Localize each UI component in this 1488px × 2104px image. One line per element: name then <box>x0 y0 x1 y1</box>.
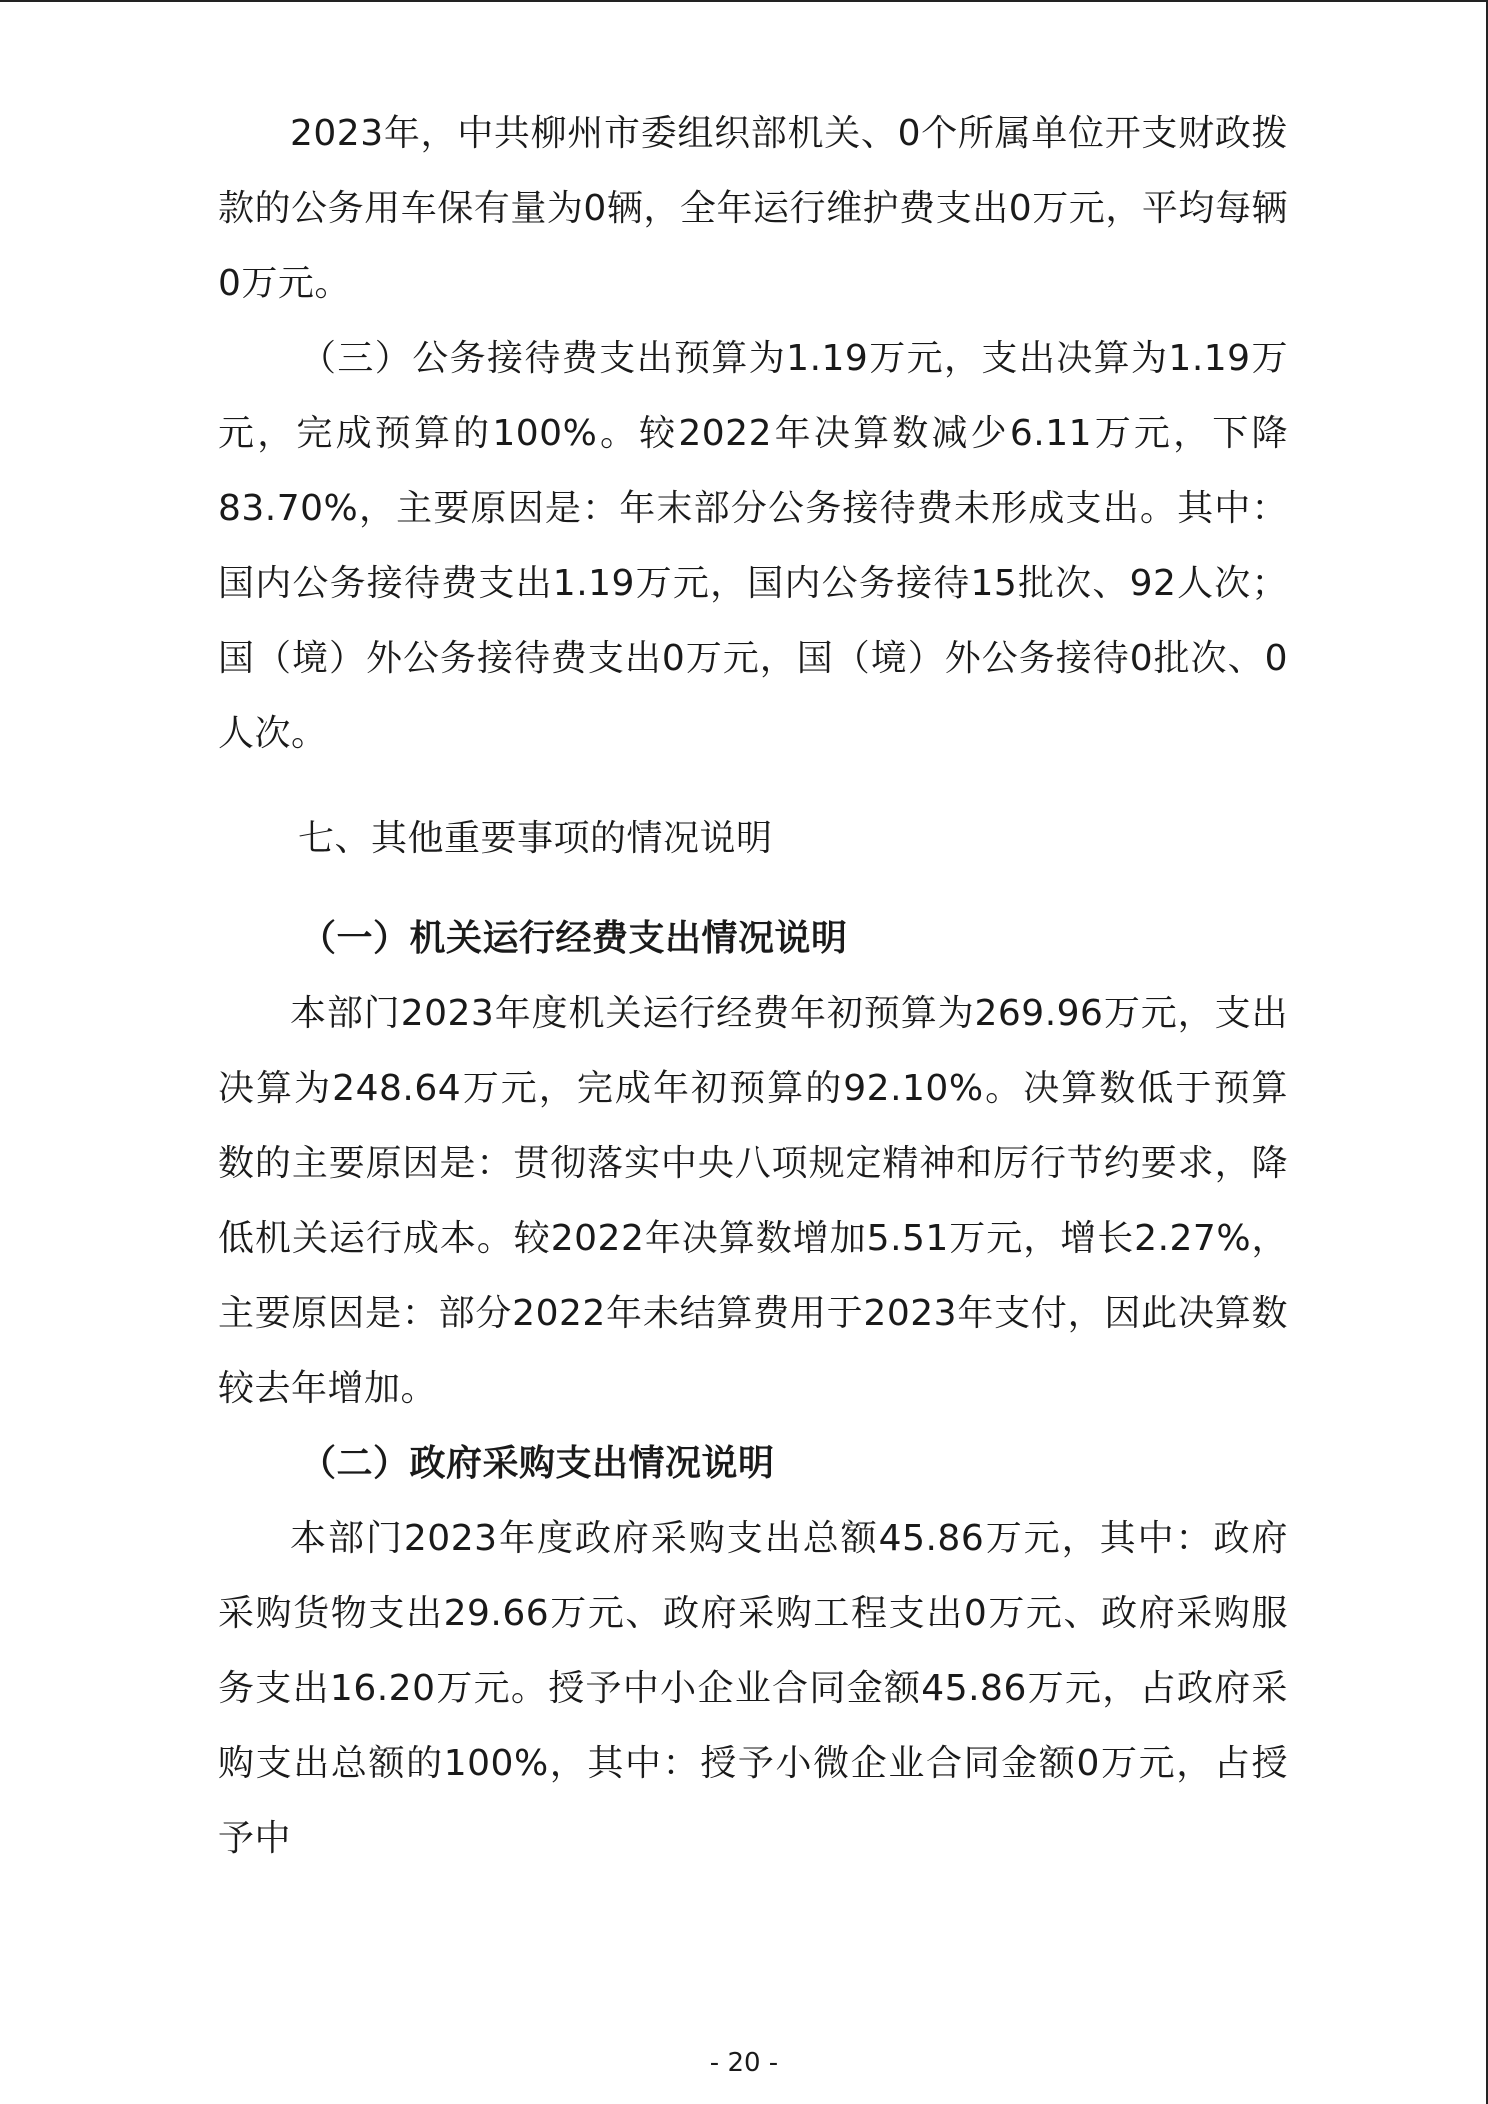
section-seven-title: 七、其他重要事项的情况说明 <box>298 818 773 859</box>
paragraph-operating-expense: 本部门2023年度机关运行经费年初预算为269.96万元，支出决算为248.64万元，完成年初预算的92.10%。决算数低于预算数的主要原因是：贯彻落实中央八项规定精神和厉行节约要求，降低机关运行成本。较2022年决算数增加5.51万元，增长2.27%，主要原因是：部分2022年未结算费用于2023年支付，因此决算数较去年增加。 <box>218 993 1288 1409</box>
sub-heading-operating-expense: （一）机关运行经费支出情况说明 <box>300 918 848 959</box>
paragraph-vehicle-usage: 2023年，中共柳州市委组织部机关、0个所属单位开支财政拨款的公务用车保有量为0辆，全年运行维护费支出0万元，平均每辆0万元。 <box>218 113 1288 304</box>
sub-heading-procurement: （二）政府采购支出情况说明 <box>300 1443 775 1484</box>
page-border-top <box>0 0 1488 2</box>
paragraph-reception-expense: （三）公务接待费支出预算为1.19万元，支出决算为1.19万元，完成预算的100%。较2022年决算数减少6.11万元，下降83.70%，主要原因是：年末部分公务接待费未形成支出。其中：国内公务接待费支出1.19万元，国内公务接待15批次、92人次；国（境）外公务接待费支出0万元，国（境）外公务接待0批次、0人次。 <box>218 338 1288 754</box>
page-number: - 20 - <box>709 2048 779 2078</box>
document-body <box>218 96 1288 1876</box>
paragraph-procurement: 本部门2023年度政府采购支出总额45.86万元，其中：政府采购货物支出29.66万元、政府采购工程支出0万元、政府采购服务支出16.20万元。授予中小企业合同金额45.86万元，占政府采购支出总额的100%，其中：授予小微企业合同金额0万元，占授予中 <box>218 1518 1288 1859</box>
